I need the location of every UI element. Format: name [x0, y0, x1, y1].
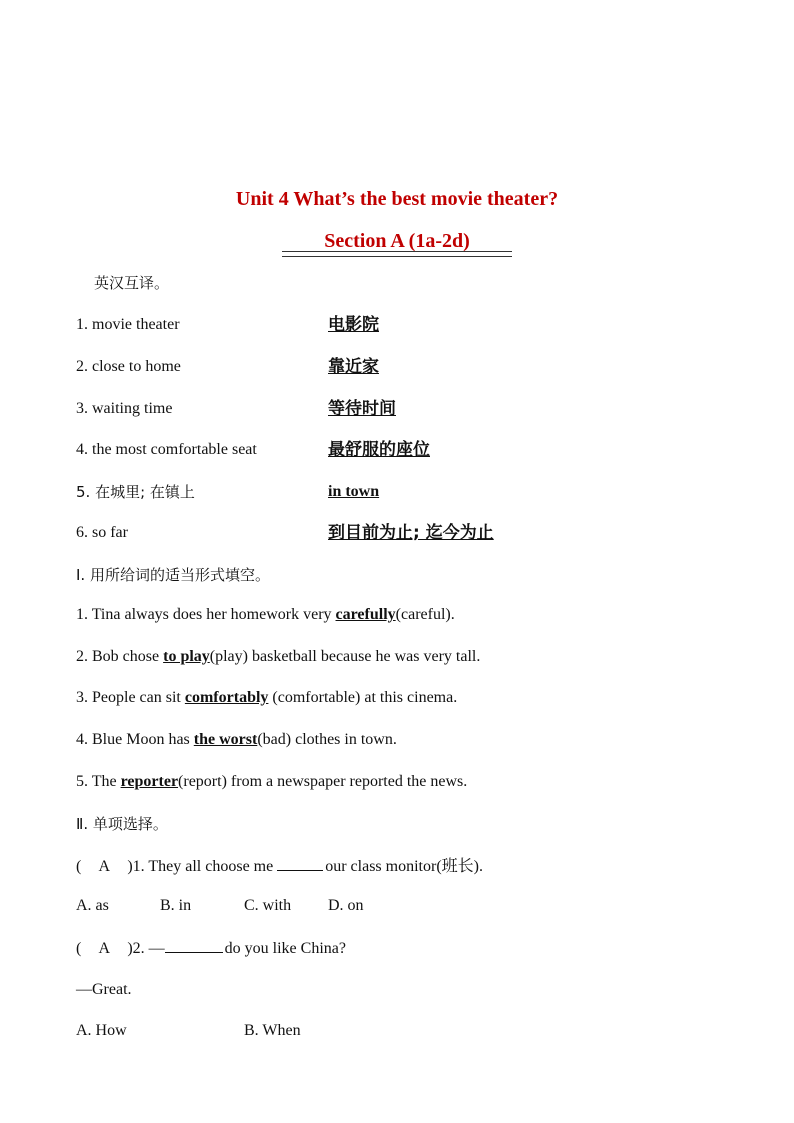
translation-question: 2. close to home [76, 358, 181, 375]
question-rest: do you like China? [224, 940, 346, 957]
translation-question: 3. waiting time [76, 400, 173, 417]
translation-heading: 英汉互译。 [94, 274, 170, 292]
choice-answer: A [98, 858, 111, 875]
choice-question [76, 938, 346, 959]
part2-heading: Ⅱ. 单项选择。 [76, 815, 168, 833]
choice-option: A. How [76, 1022, 127, 1039]
question-text: 2. Bob chose [76, 648, 164, 665]
fill-blank-item [76, 772, 467, 792]
paren-open: ( [76, 940, 82, 957]
hint-text: (comfortable) at this cinema. [268, 689, 458, 706]
fill-blank-item [76, 730, 397, 750]
paren-open: ( [76, 858, 82, 875]
answer-text: carefully [335, 606, 396, 623]
choice-option: A. as [76, 897, 109, 914]
translation-question: 5. 在城里; 在镇上 [76, 483, 195, 501]
translation-answer: 最舒服的座位 [328, 440, 430, 460]
section-underline [282, 251, 512, 257]
translation-answer: 电影院 [328, 315, 379, 335]
answer-text: the worst [193, 731, 258, 748]
choice-option: D. on [328, 897, 364, 914]
question-text: 5. The [76, 773, 121, 790]
fill-blank-item [76, 688, 457, 708]
question-stem: )1. They all choose me [127, 858, 278, 875]
hint-text: (play) basketball because he was very tall. [209, 648, 481, 665]
part1-heading: Ⅰ. 用所给词的适当形式填空。 [76, 566, 270, 584]
hint-text: (report) from a newspaper reported the news. [178, 773, 468, 790]
question-stem: )2. — [127, 940, 165, 957]
translation-answer: in town [328, 483, 380, 500]
hint-text: (bad) clothes in town. [257, 731, 397, 748]
question-rest: our class monitor(班长). [325, 858, 483, 875]
fill-blank-item [76, 647, 480, 667]
fill-blank-item [76, 605, 455, 625]
question-text: 3. People can sit [76, 689, 185, 706]
translation-answer: 到目前为止; 迄今为止 [328, 523, 494, 543]
answer-text: reporter [120, 773, 179, 790]
translation-question: 4. the most comfortable seat [76, 441, 257, 458]
translation-answer: 等待时间 [328, 399, 396, 419]
dialogue-reply: —Great. [76, 981, 132, 998]
translation-question: 1. movie theater [76, 316, 180, 333]
hint-text: (careful). [395, 606, 455, 623]
question-text: 1. Tina always does her homework very [76, 606, 336, 623]
choice-option: B. in [160, 897, 192, 914]
answer-blank [165, 938, 223, 953]
page-title: Unit 4 What’s the best movie theater? [235, 188, 559, 210]
choice-option: C. with [244, 897, 292, 914]
choice-option: B. When [244, 1022, 301, 1039]
choice-answer: A [98, 940, 111, 957]
translation-answer: 靠近家 [328, 357, 379, 377]
question-text: 4. Blue Moon has [76, 731, 194, 748]
translation-question: 6. so far [76, 524, 128, 541]
answer-text: to play [163, 648, 210, 665]
answer-text: comfortably [184, 689, 269, 706]
choice-question [76, 856, 483, 877]
answer-blank [277, 856, 323, 871]
section-title: Section A (1a-2d) [324, 230, 470, 252]
